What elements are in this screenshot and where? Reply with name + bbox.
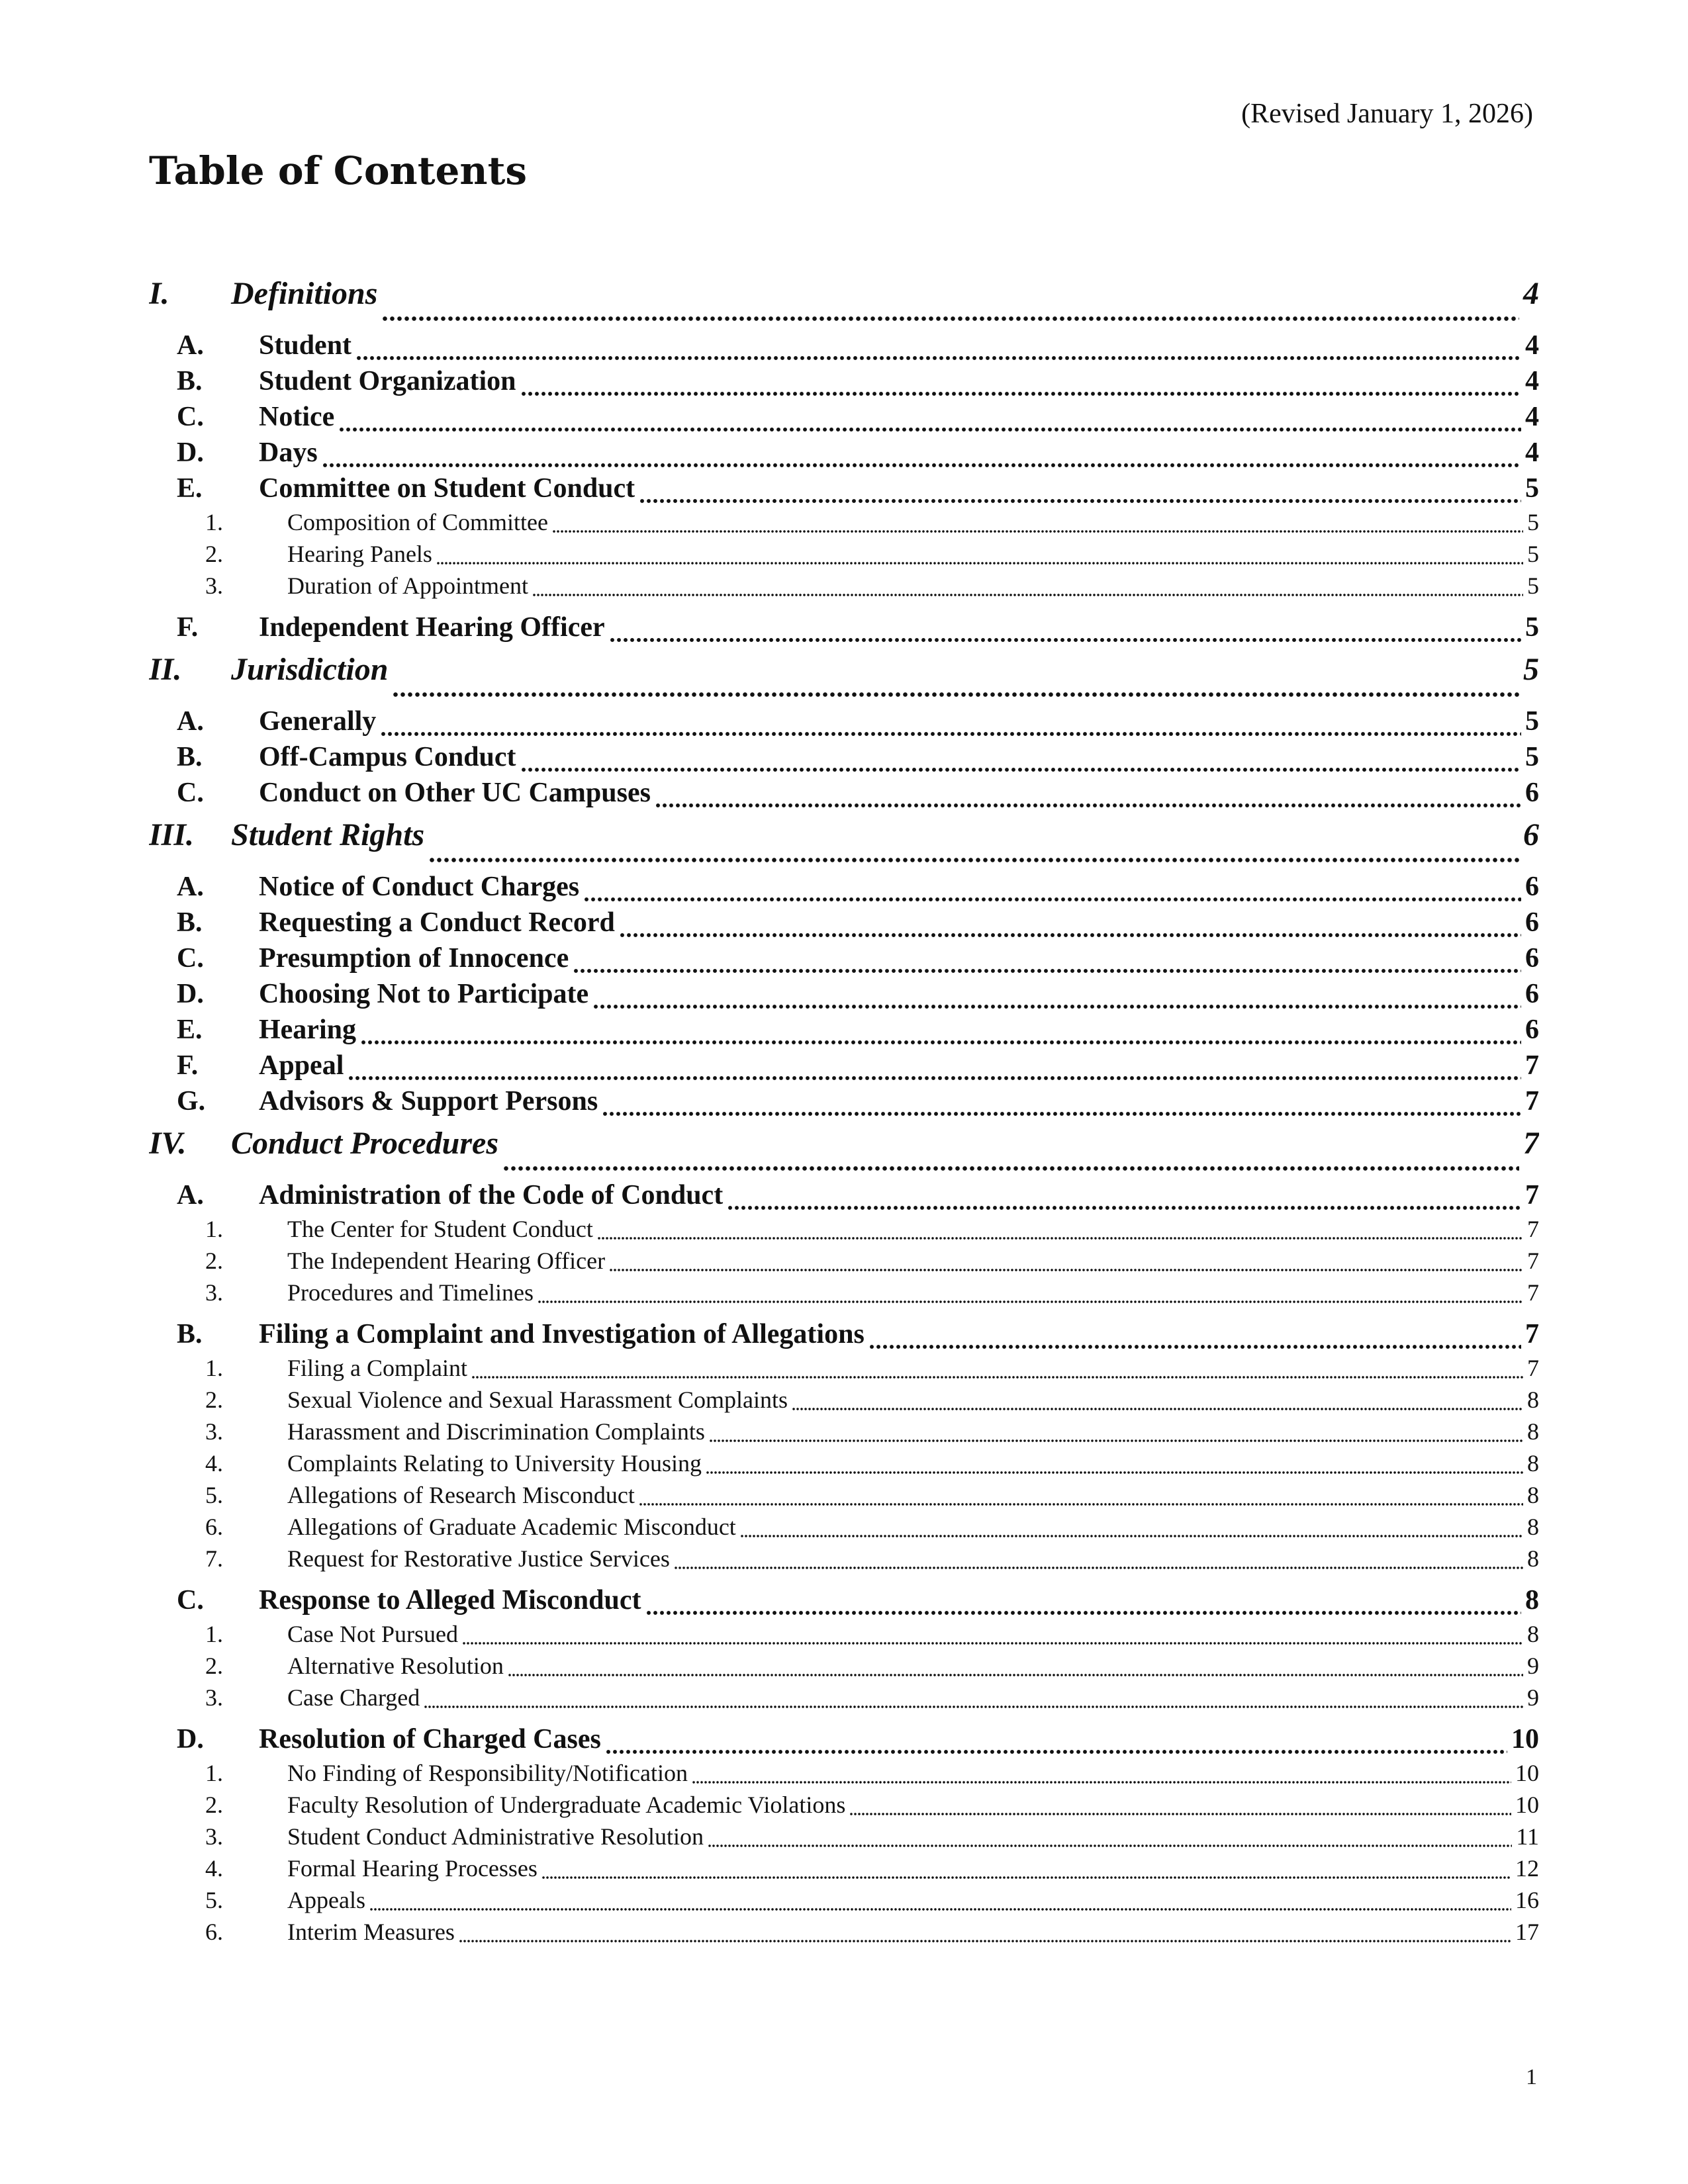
toc-entry-number: 1.: [205, 1621, 223, 1647]
toc-entry-page: 11: [1516, 1823, 1539, 1850]
dot-leader: [692, 1759, 1511, 1791]
toc-entry-number: 3.: [205, 1418, 223, 1445]
dot-leader: [348, 1050, 1521, 1085]
toc-entry-label: Hearing: [259, 1015, 356, 1045]
toc-entry-label: Response to Alleged Misconduct: [259, 1585, 641, 1615]
toc-entry-number: C.: [177, 1585, 204, 1615]
toc-entry-label: Independent Hearing Officer: [259, 612, 605, 643]
dot-leader: [424, 1684, 1523, 1715]
toc-entry-number: 2.: [205, 1387, 223, 1413]
toc-entry-number: 2.: [205, 541, 223, 567]
toc-entry-label: Generally: [259, 706, 377, 737]
toc-entry-label: Requesting a Conduct Record: [259, 907, 615, 938]
toc-entry-label: Administration of the Code of Conduct: [259, 1180, 724, 1210]
toc-entry-level-2[interactable]: [149, 777, 1539, 813]
toc-entry-label: Interim Measures: [287, 1919, 455, 1945]
toc-entry-level-3[interactable]: [149, 508, 1539, 540]
toc-entry-label: Procedures and Timelines: [287, 1279, 534, 1306]
dot-leader: [583, 871, 1521, 907]
toc-entry-page: 4: [1525, 402, 1539, 432]
toc-entry-label: Student Conduct Administrative Resolution: [287, 1823, 704, 1850]
toc-entry-level-3[interactable]: [149, 1449, 1539, 1481]
dot-leader: [502, 1125, 1519, 1179]
toc-entry-page: 5: [1523, 652, 1539, 687]
toc-entry-number: 3.: [205, 1684, 223, 1711]
spacer: [149, 604, 1539, 612]
toc-entry-number: G.: [177, 1086, 206, 1116]
dot-leader: [532, 572, 1523, 604]
toc-entry-level-3[interactable]: [149, 1354, 1539, 1386]
toc-entry-page: 5: [1525, 473, 1539, 504]
dot-leader: [655, 777, 1521, 813]
spacer: [149, 1715, 1539, 1723]
toc-entry-number: 7.: [205, 1545, 223, 1572]
toc-entry-number: 4.: [205, 1855, 223, 1882]
dot-leader: [538, 1279, 1523, 1310]
toc-entry-page: 7: [1523, 1126, 1539, 1161]
toc-entry-number: 5.: [205, 1887, 223, 1913]
dot-leader: [322, 437, 1521, 473]
toc-entry-label: Alternative Resolution: [287, 1653, 504, 1679]
page-number: 1: [1526, 2065, 1537, 2089]
toc-entry-number: B.: [177, 1319, 203, 1349]
table-of-contents: [149, 271, 1539, 1950]
toc-entry-page: 4: [1525, 437, 1539, 468]
toc-entry-level-3[interactable]: [149, 1247, 1539, 1279]
dot-leader: [592, 978, 1521, 1014]
toc-entry-label: Composition of Committee: [287, 509, 548, 535]
dot-leader: [552, 508, 1523, 540]
toc-entry-number: A.: [177, 706, 204, 737]
dot-leader: [645, 1584, 1522, 1620]
toc-entry-label: Appeal: [259, 1050, 344, 1081]
toc-entry-page: 7: [1527, 1216, 1539, 1242]
dot-leader: [462, 1620, 1523, 1652]
toc-entry-page: 6: [1525, 872, 1539, 902]
dot-leader: [609, 612, 1521, 647]
toc-entry-number: III.: [149, 817, 195, 852]
toc-entry-number: 2.: [205, 1792, 223, 1818]
spacer: [149, 1310, 1539, 1318]
toc-entry-page: 4: [1523, 276, 1539, 311]
dot-leader: [459, 1918, 1511, 1950]
toc-entry-number: D.: [177, 979, 204, 1009]
toc-entry-level-1[interactable]: [149, 275, 1539, 330]
toc-entry-label: Allegations of Graduate Academic Misconduct: [287, 1514, 736, 1540]
toc-entry-level-3[interactable]: [149, 1791, 1539, 1823]
toc-entry-page: 5: [1527, 572, 1539, 599]
toc-entry-number: 3.: [205, 572, 223, 599]
toc-entry-page: 6: [1523, 817, 1539, 852]
dot-leader: [709, 1418, 1523, 1449]
toc-entry-page: 6: [1525, 979, 1539, 1009]
toc-entry-number: 6.: [205, 1919, 223, 1945]
toc-entry-level-3[interactable]: [149, 1215, 1539, 1247]
toc-entry-level-2[interactable]: [149, 401, 1539, 437]
dot-leader: [355, 330, 1521, 365]
toc-entry-label: Conduct on Other UC Campuses: [259, 778, 651, 808]
toc-entry-number: 6.: [205, 1514, 223, 1540]
toc-entry-level-3[interactable]: [149, 1418, 1539, 1449]
toc-entry-label: Case Charged: [287, 1684, 420, 1711]
toc-entry-page: 4: [1525, 330, 1539, 361]
toc-entry-page: 5: [1527, 509, 1539, 535]
toc-entry-label: Committee on Student Conduct: [259, 473, 635, 504]
toc-entry-level-3[interactable]: [149, 572, 1539, 604]
toc-entry-number: 1.: [205, 509, 223, 535]
dot-leader: [428, 817, 1519, 871]
toc-entry-level-2[interactable]: [149, 365, 1539, 401]
toc-entry-label: Student: [259, 330, 352, 361]
dot-leader: [792, 1386, 1523, 1418]
toc-entry-level-2[interactable]: [149, 741, 1539, 777]
dot-leader: [381, 275, 1519, 330]
toc-entry-level-3[interactable]: [149, 1918, 1539, 1950]
toc-entry-page: 12: [1515, 1855, 1539, 1882]
toc-entry-label: Off-Campus Conduct: [259, 742, 516, 772]
toc-entry-number: B.: [177, 742, 203, 772]
toc-entry-page: 8: [1525, 1585, 1539, 1615]
toc-entry-label: Conduct Procedures: [231, 1126, 499, 1161]
toc-entry-page: 5: [1525, 742, 1539, 772]
toc-entry-page: 5: [1525, 612, 1539, 643]
toc-entry-level-3[interactable]: [149, 1823, 1539, 1854]
toc-entry-level-1[interactable]: [149, 651, 1539, 705]
dot-leader: [573, 942, 1521, 978]
toc-entry-label: Jurisdiction: [231, 652, 389, 687]
dot-leader: [868, 1318, 1521, 1354]
toc-entry-level-3[interactable]: [149, 1652, 1539, 1684]
toc-entry-page: 6: [1525, 1015, 1539, 1045]
dot-leader: [597, 1215, 1523, 1247]
toc-entry-label: Resolution of Charged Cases: [259, 1724, 601, 1754]
toc-entry-number: A.: [177, 1180, 204, 1210]
toc-entry-number: F.: [177, 612, 199, 643]
toc-entry-page: 8: [1527, 1418, 1539, 1445]
toc-entry-page: 16: [1515, 1887, 1539, 1913]
dot-leader: [369, 1886, 1511, 1918]
dot-leader: [605, 1723, 1507, 1759]
page-title: Table of Contents: [149, 148, 528, 193]
toc-entry-number: B.: [177, 366, 203, 396]
toc-entry-label: Faculty Resolution of Undergraduate Academic Violations: [287, 1792, 846, 1818]
dot-leader: [674, 1545, 1523, 1576]
dot-leader: [849, 1791, 1511, 1823]
spacer: [149, 1576, 1539, 1584]
toc-entry-level-3[interactable]: [149, 1513, 1539, 1545]
toc-entry-page: 10: [1515, 1792, 1539, 1818]
toc-entry-label: Student Organization: [259, 366, 516, 396]
toc-entry-level-3[interactable]: [149, 1684, 1539, 1715]
toc-entry-page: 7: [1525, 1180, 1539, 1210]
toc-entry-label: Sexual Violence and Sexual Harassment Complaints: [287, 1387, 788, 1413]
dot-leader: [360, 1014, 1521, 1050]
toc-entry-level-3[interactable]: [149, 1620, 1539, 1652]
toc-entry-number: C.: [177, 778, 204, 808]
toc-entry-level-2[interactable]: [149, 473, 1539, 508]
toc-entry-level-3[interactable]: [149, 1481, 1539, 1513]
toc-entry-label: Hearing Panels: [287, 541, 432, 567]
dot-leader: [740, 1513, 1523, 1545]
toc-entry-number: IV.: [149, 1126, 187, 1161]
toc-entry-label: Student Rights: [231, 817, 425, 852]
dot-leader: [619, 907, 1521, 942]
toc-entry-number: C.: [177, 943, 204, 974]
toc-entry-page: 8: [1527, 1514, 1539, 1540]
toc-entry-number: F.: [177, 1050, 199, 1081]
toc-entry-number: II.: [149, 652, 182, 687]
toc-entry-number: E.: [177, 473, 203, 504]
toc-entry-level-2[interactable]: [149, 1050, 1539, 1085]
toc-entry-page: 17: [1515, 1919, 1539, 1945]
toc-entry-label: Formal Hearing Processes: [287, 1855, 538, 1882]
toc-entry-label: Definitions: [231, 276, 378, 311]
toc-entry-page: 7: [1527, 1279, 1539, 1306]
toc-entry-number: A.: [177, 330, 204, 361]
toc-entry-page: 10: [1511, 1724, 1539, 1754]
toc-entry-label: The Center for Student Conduct: [287, 1216, 593, 1242]
toc-entry-label: Allegations of Research Misconduct: [287, 1482, 635, 1508]
toc-entry-page: 5: [1527, 541, 1539, 567]
toc-entry-page: 7: [1527, 1355, 1539, 1381]
dot-leader: [639, 473, 1521, 508]
toc-entry-label: Request for Restorative Justice Services: [287, 1545, 670, 1572]
toc-entry-page: 7: [1525, 1319, 1539, 1349]
toc-entry-number: 1.: [205, 1355, 223, 1381]
toc-entry-number: C.: [177, 402, 204, 432]
dot-leader: [436, 540, 1523, 572]
dot-leader: [541, 1854, 1511, 1886]
toc-entry-level-3[interactable]: [149, 1386, 1539, 1418]
dot-leader: [706, 1449, 1523, 1481]
toc-entry-number: I.: [149, 276, 169, 311]
toc-entry-page: 8: [1527, 1621, 1539, 1647]
dot-leader: [520, 741, 1521, 777]
toc-entry-number: 2.: [205, 1653, 223, 1679]
toc-entry-label: Notice of Conduct Charges: [259, 872, 580, 902]
toc-entry-number: 1.: [205, 1216, 223, 1242]
toc-entry-level-2[interactable]: [149, 437, 1539, 473]
toc-entry-number: 5.: [205, 1482, 223, 1508]
toc-entry-page: 8: [1527, 1387, 1539, 1413]
toc-entry-label: Filing a Complaint: [287, 1355, 468, 1381]
toc-entry-number: 1.: [205, 1760, 223, 1786]
toc-entry-level-2[interactable]: [149, 612, 1539, 647]
toc-entry-number: E.: [177, 1015, 203, 1045]
toc-entry-label: Filing a Complaint and Investigation of Allegations: [259, 1319, 865, 1349]
toc-entry-level-2[interactable]: [149, 705, 1539, 741]
toc-entry-level-2[interactable]: [149, 1085, 1539, 1121]
toc-entry-page: 8: [1527, 1545, 1539, 1572]
dot-leader: [602, 1085, 1521, 1121]
dot-leader: [639, 1481, 1523, 1513]
toc-entry-page: 8: [1527, 1450, 1539, 1477]
toc-entry-label: No Finding of Responsibility/Notification: [287, 1760, 688, 1786]
toc-entry-number: 4.: [205, 1450, 223, 1477]
toc-entry-number: B.: [177, 907, 203, 938]
toc-entry-number: D.: [177, 1724, 204, 1754]
toc-entry-number: D.: [177, 437, 204, 468]
toc-entry-label: Advisors & Support Persons: [259, 1086, 598, 1116]
toc-entry-page: 7: [1525, 1050, 1539, 1081]
toc-entry-page: 7: [1525, 1086, 1539, 1116]
dot-leader: [708, 1823, 1512, 1854]
toc-entry-level-1[interactable]: [149, 1125, 1539, 1179]
dot-leader: [392, 651, 1519, 705]
dot-leader: [380, 705, 1521, 741]
toc-entry-label: Presumption of Innocence: [259, 943, 569, 974]
toc-entry-page: 9: [1527, 1684, 1539, 1711]
toc-entry-page: 6: [1525, 778, 1539, 808]
toc-entry-page: 4: [1525, 366, 1539, 396]
toc-entry-page: 6: [1525, 907, 1539, 938]
toc-entry-label: Days: [259, 437, 318, 468]
dot-leader: [727, 1179, 1521, 1215]
toc-entry-label: Harassment and Discrimination Complaints: [287, 1418, 705, 1445]
toc-entry-level-2[interactable]: [149, 1723, 1539, 1759]
toc-entry-number: 3.: [205, 1279, 223, 1306]
toc-entry-page: 7: [1527, 1248, 1539, 1274]
toc-entry-label: Case Not Pursued: [287, 1621, 458, 1647]
dot-leader: [338, 401, 1521, 437]
toc-entry-level-1[interactable]: [149, 817, 1539, 871]
dot-leader: [520, 365, 1521, 401]
toc-entry-level-2[interactable]: [149, 1584, 1539, 1620]
toc-entry-page: 6: [1525, 943, 1539, 974]
toc-entry-label: Duration of Appointment: [287, 572, 528, 599]
toc-entry-number: A.: [177, 872, 204, 902]
toc-entry-level-3[interactable]: [149, 1854, 1539, 1886]
toc-entry-level-3[interactable]: [149, 540, 1539, 572]
toc-entry-page: 9: [1527, 1653, 1539, 1679]
dot-leader: [508, 1652, 1523, 1684]
toc-entry-page: 5: [1525, 706, 1539, 737]
toc-entry-page: 10: [1515, 1760, 1539, 1786]
toc-entry-level-2[interactable]: [149, 907, 1539, 942]
toc-entry-level-2[interactable]: [149, 1179, 1539, 1215]
toc-entry-level-2[interactable]: [149, 871, 1539, 907]
toc-entry-level-2[interactable]: [149, 1014, 1539, 1050]
toc-entry-label: The Independent Hearing Officer: [287, 1248, 606, 1274]
dot-leader: [471, 1354, 1523, 1386]
toc-entry-page: 8: [1527, 1482, 1539, 1508]
toc-entry-number: 3.: [205, 1823, 223, 1850]
toc-entry-level-2[interactable]: [149, 978, 1539, 1014]
toc-entry-level-2[interactable]: [149, 1318, 1539, 1354]
toc-entry-level-3[interactable]: [149, 1279, 1539, 1310]
toc-entry-level-2[interactable]: [149, 330, 1539, 365]
revision-date: (Revised January 1, 2026): [1241, 99, 1533, 129]
toc-entry-label: Complaints Relating to University Housing: [287, 1450, 702, 1477]
toc-entry-level-2[interactable]: [149, 942, 1539, 978]
dot-leader: [609, 1247, 1523, 1279]
toc-entry-number: 2.: [205, 1248, 223, 1274]
toc-entry-label: Choosing Not to Participate: [259, 979, 589, 1009]
toc-entry-level-3[interactable]: [149, 1759, 1539, 1791]
toc-entry-level-3[interactable]: [149, 1886, 1539, 1918]
toc-entry-label: Appeals: [287, 1887, 365, 1913]
toc-entry-label: Notice: [259, 402, 335, 432]
toc-entry-level-3[interactable]: [149, 1545, 1539, 1576]
